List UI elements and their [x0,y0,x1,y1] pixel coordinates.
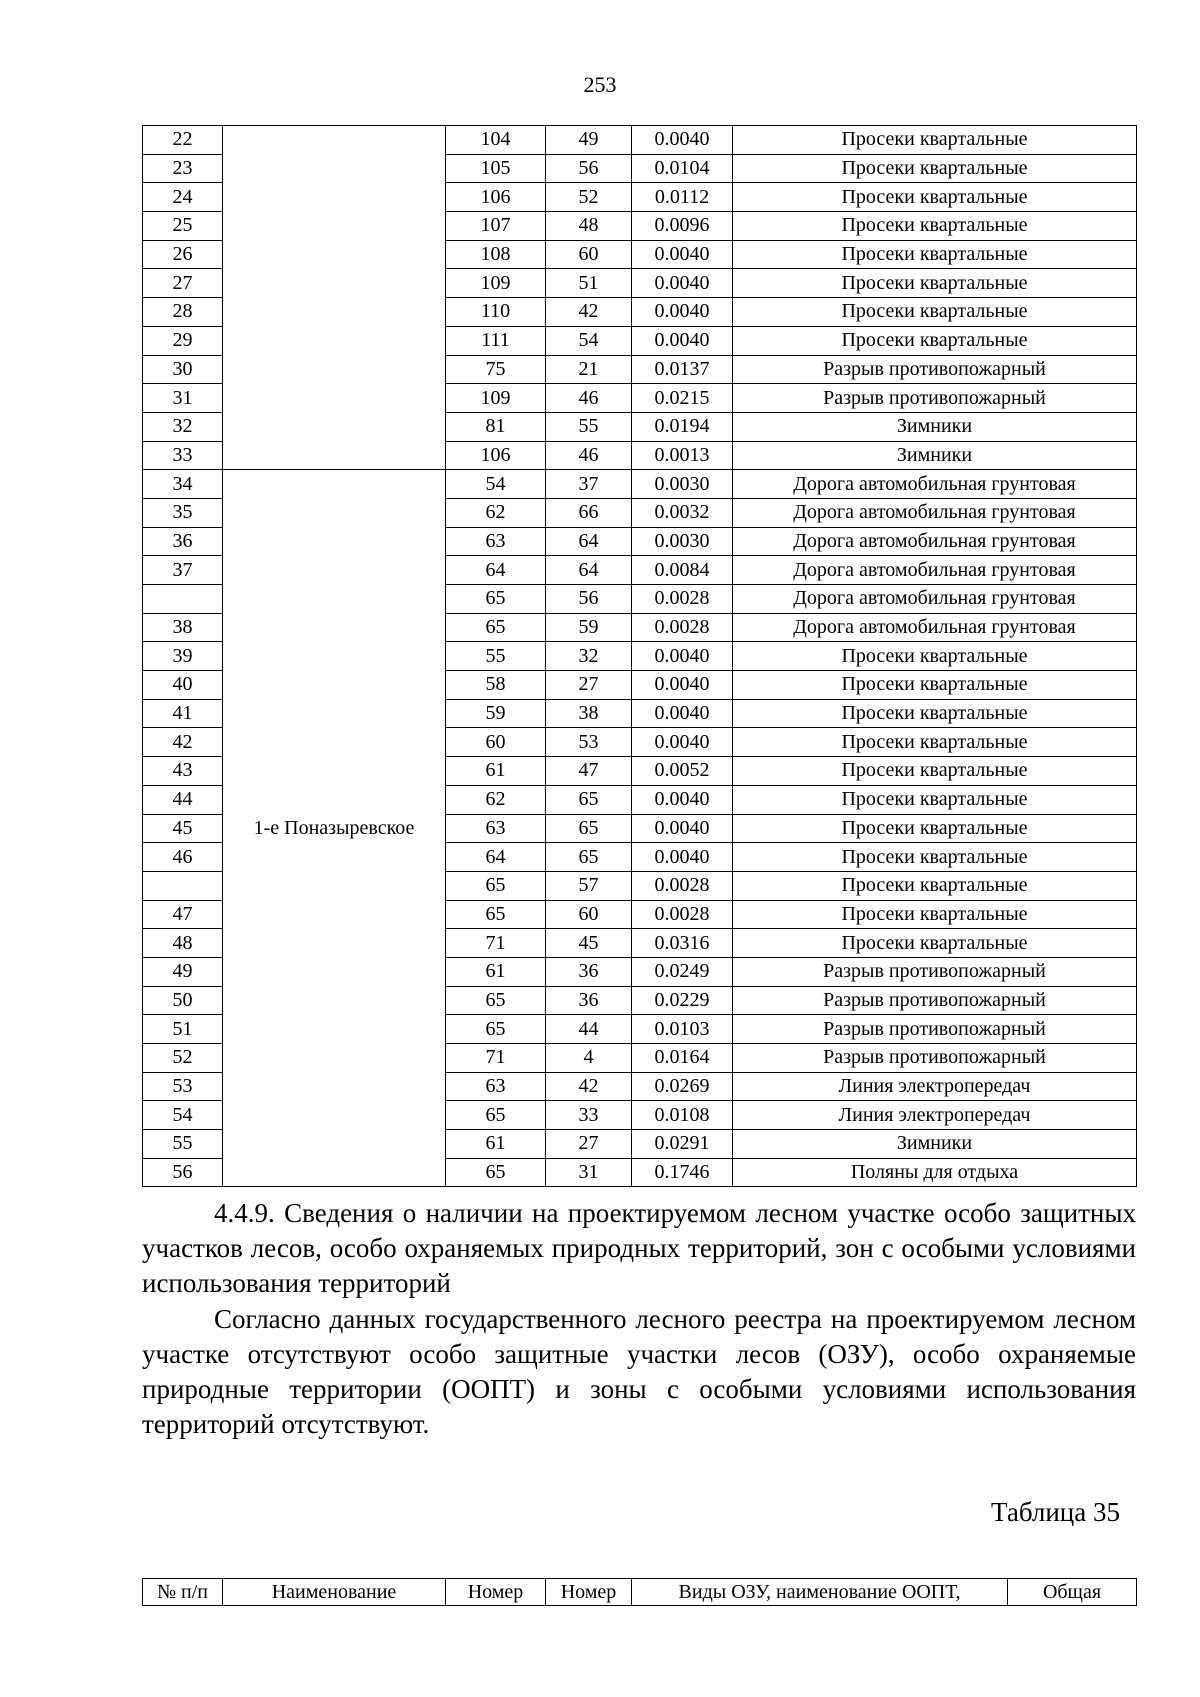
section-body [142,1302,1136,1442]
area-cell: 0.0108 [632,1101,733,1130]
row-number-cell: 25 [143,212,223,241]
land-type-cell: Зимники [733,1130,1137,1159]
quarter-number-cell: 65 [446,1158,546,1187]
row-number-cell: 26 [143,240,223,269]
row-number-cell: 50 [143,986,223,1015]
row-number-cell: 29 [143,326,223,355]
quarter-number-cell: 110 [446,298,546,327]
allotment-number-cell: 38 [546,699,632,728]
area-cell: 0.0112 [632,183,733,212]
area-cell: 0.0194 [632,412,733,441]
row-number-cell: 40 [143,671,223,700]
allotment-number-cell: 60 [546,900,632,929]
allotment-number-cell: 55 [546,412,632,441]
allotment-number-cell: 54 [546,326,632,355]
quarter-number-cell: 60 [446,728,546,757]
row-number-cell: 23 [143,154,223,183]
row-number-cell: 53 [143,1072,223,1101]
row-number-cell: 33 [143,441,223,470]
area-cell: 0.0013 [632,441,733,470]
quarter-number-cell: 65 [446,613,546,642]
allotment-number-cell: 56 [546,585,632,614]
quarter-number-cell: 65 [446,871,546,900]
allotment-number-cell: 31 [546,1158,632,1187]
allotment-number-cell: 4 [546,1044,632,1073]
land-type-cell: Просеки квартальные [733,240,1137,269]
area-cell: 0.0032 [632,498,733,527]
allotment-number-cell: 46 [546,441,632,470]
land-type-cell: Просеки квартальные [733,642,1137,671]
allotment-number-cell: 51 [546,269,632,298]
area-cell: 0.0040 [632,126,733,155]
allotment-number-cell: 66 [546,498,632,527]
quarter-number-cell: 106 [446,183,546,212]
area-cell: 0.0028 [632,900,733,929]
quarter-number-cell: 65 [446,900,546,929]
row-number-cell [143,585,223,614]
table-35-caption: Таблица 35 [991,1497,1120,1527]
area-cell: 0.0028 [632,871,733,900]
allotment-number-cell: 33 [546,1101,632,1130]
row-number-cell: 36 [143,527,223,556]
table-35-header-cell: Общая [1008,1579,1137,1606]
quarter-number-cell: 55 [446,642,546,671]
area-cell: 0.0040 [632,642,733,671]
allotment-number-cell: 46 [546,384,632,413]
quarter-number-cell: 64 [446,556,546,585]
allotment-number-cell: 36 [546,986,632,1015]
row-number-cell: 51 [143,1015,223,1044]
page-number: 253 [583,72,617,97]
area-cell: 0.1746 [632,1158,733,1187]
table-35-header-cell: № п/п [143,1579,223,1606]
area-cell: 0.0291 [632,1130,733,1159]
area-cell: 0.0096 [632,212,733,241]
area-cell: 0.0215 [632,384,733,413]
land-type-cell: Просеки квартальные [733,871,1137,900]
quarter-number-cell: 71 [446,1044,546,1073]
table-35-header [142,1578,1137,1606]
land-type-cell: Дорога автомобильная грунтовая [733,527,1137,556]
land-type-cell: Просеки квартальные [733,785,1137,814]
row-number-cell: 24 [143,183,223,212]
allotment-number-cell: 52 [546,183,632,212]
area-cell: 0.0040 [632,814,733,843]
row-number-cell: 55 [143,1130,223,1159]
area-cell: 0.0030 [632,470,733,499]
land-type-cell: Разрыв противопожарный [733,1015,1137,1044]
area-cell: 0.0249 [632,957,733,986]
area-cell: 0.0028 [632,613,733,642]
section-heading-text: 4.4.9. Сведения о наличии на проектируемом лесном участке особо защитных участков лесов, особо охраняемых природных территорий, зон с особыми условиями использования территорий [142,1198,1136,1298]
allotment-number-cell: 44 [546,1015,632,1044]
allotment-number-cell: 47 [546,757,632,786]
row-number-cell: 49 [143,957,223,986]
allotment-number-cell: 42 [546,298,632,327]
area-cell: 0.0040 [632,671,733,700]
land-type-cell: Разрыв противопожарный [733,1044,1137,1073]
quarter-number-cell: 111 [446,326,546,355]
quarter-number-cell: 109 [446,384,546,413]
allotment-number-cell: 42 [546,1072,632,1101]
allotment-number-cell: 27 [546,671,632,700]
quarter-number-cell: 63 [446,1072,546,1101]
row-number-cell: 32 [143,412,223,441]
quarter-number-cell: 106 [446,441,546,470]
land-type-cell: Дорога автомобильная грунтовая [733,498,1137,527]
area-cell: 0.0229 [632,986,733,1015]
land-type-cell: Просеки квартальные [733,814,1137,843]
forestry-name-cell [223,126,446,470]
quarter-number-cell: 64 [446,843,546,872]
row-number-cell: 37 [143,556,223,585]
land-type-cell: Просеки квартальные [733,298,1137,327]
row-number-cell: 41 [143,699,223,728]
land-type-cell: Просеки квартальные [733,843,1137,872]
section-body-text: Согласно данных государственного лесного реестра на проектируемом лесном участке отсутствуют особо защитные участки лесов (ОЗУ), особо охраняемые природные территории (ООПТ) и зоны с особыми условиями использования территорий отсутствуют. [142,1304,1136,1439]
row-number-cell: 22 [143,126,223,155]
area-cell: 0.0084 [632,556,733,585]
land-type-cell: Разрыв противопожарный [733,384,1137,413]
table-35-header-cell: Номер [446,1579,546,1606]
allotment-number-cell: 64 [546,556,632,585]
area-cell: 0.0040 [632,269,733,298]
table-35-header-cell: Виды ОЗУ, наименование ООПТ, [632,1579,1008,1606]
allotment-number-cell: 53 [546,728,632,757]
land-type-cell: Просеки квартальные [733,326,1137,355]
land-type-cell: Разрыв противопожарный [733,355,1137,384]
quarter-number-cell: 54 [446,470,546,499]
quarter-number-cell: 65 [446,986,546,1015]
row-number-cell: 56 [143,1158,223,1187]
forestry-name-cell: 1-е Поназыревское [223,470,446,1187]
row-number-cell: 47 [143,900,223,929]
land-type-cell: Разрыв противопожарный [733,986,1137,1015]
row-number-cell: 34 [143,470,223,499]
land-type-cell: Просеки квартальные [733,269,1137,298]
land-type-cell: Просеки квартальные [733,728,1137,757]
row-number-cell: 35 [143,498,223,527]
quarter-number-cell: 62 [446,785,546,814]
land-type-cell: Просеки квартальные [733,183,1137,212]
row-number-cell: 31 [143,384,223,413]
row-number-cell: 54 [143,1101,223,1130]
quarter-number-cell: 62 [446,498,546,527]
allotment-number-cell: 37 [546,470,632,499]
land-type-cell: Просеки квартальные [733,929,1137,958]
allotment-number-cell: 65 [546,785,632,814]
allotment-number-cell: 45 [546,929,632,958]
quarter-number-cell: 61 [446,757,546,786]
quarter-number-cell: 63 [446,527,546,556]
row-number-cell: 46 [143,843,223,872]
row-number-cell: 27 [143,269,223,298]
allotment-number-cell: 65 [546,843,632,872]
quarter-number-cell: 104 [446,126,546,155]
row-number-cell: 38 [143,613,223,642]
row-number-cell: 28 [143,298,223,327]
land-type-cell: Просеки квартальные [733,671,1137,700]
land-type-cell: Просеки квартальные [733,699,1137,728]
quarter-number-cell: 107 [446,212,546,241]
row-number-cell: 30 [143,355,223,384]
row-number-cell: 45 [143,814,223,843]
quarter-number-cell: 58 [446,671,546,700]
allotment-number-cell: 32 [546,642,632,671]
row-number-cell: 43 [143,757,223,786]
quarter-number-cell: 71 [446,929,546,958]
area-cell: 0.0103 [632,1015,733,1044]
area-cell: 0.0030 [632,527,733,556]
quarter-number-cell: 108 [446,240,546,269]
quarter-number-cell: 81 [446,412,546,441]
quarter-number-cell: 65 [446,585,546,614]
allotment-number-cell: 27 [546,1130,632,1159]
allotment-number-cell: 36 [546,957,632,986]
quarter-number-cell: 65 [446,1015,546,1044]
land-type-cell: Разрыв противопожарный [733,957,1137,986]
area-cell: 0.0040 [632,699,733,728]
land-type-cell: Линия электропередач [733,1101,1137,1130]
quarter-number-cell: 109 [446,269,546,298]
row-number-cell: 39 [143,642,223,671]
allotment-number-cell: 64 [546,527,632,556]
area-cell: 0.0104 [632,154,733,183]
land-type-cell: Дорога автомобильная грунтовая [733,470,1137,499]
land-type-cell: Просеки квартальные [733,154,1137,183]
quarter-number-cell: 61 [446,957,546,986]
quarter-number-cell: 65 [446,1101,546,1130]
allotment-number-cell: 57 [546,871,632,900]
area-cell: 0.0052 [632,757,733,786]
land-type-cell: Зимники [733,441,1137,470]
row-number-cell [143,871,223,900]
allotment-number-cell: 59 [546,613,632,642]
quarter-number-cell: 75 [446,355,546,384]
area-cell: 0.0316 [632,929,733,958]
area-cell: 0.0164 [632,1044,733,1073]
section-heading [142,1196,1136,1301]
allotment-number-cell: 56 [546,154,632,183]
upper-data-table [142,125,1137,1187]
row-number-cell: 48 [143,929,223,958]
table-35-header-cell: Номер [546,1579,632,1606]
allotment-number-cell: 48 [546,212,632,241]
allotment-number-cell: 21 [546,355,632,384]
quarter-number-cell: 63 [446,814,546,843]
row-number-cell: 52 [143,1044,223,1073]
land-type-cell: Дорога автомобильная грунтовая [733,585,1137,614]
area-cell: 0.0028 [632,585,733,614]
land-type-cell: Дорога автомобильная грунтовая [733,613,1137,642]
table-row [143,470,1137,499]
table-row [143,126,1137,155]
land-type-cell: Линия электропередач [733,1072,1137,1101]
area-cell: 0.0040 [632,326,733,355]
area-cell: 0.0137 [632,355,733,384]
area-cell: 0.0040 [632,728,733,757]
area-cell: 0.0269 [632,1072,733,1101]
quarter-number-cell: 105 [446,154,546,183]
table-35-header-cell: Наименование [223,1579,446,1606]
land-type-cell: Зимники [733,412,1137,441]
allotment-number-cell: 60 [546,240,632,269]
land-type-cell: Поляны для отдыха [733,1158,1137,1187]
quarter-number-cell: 61 [446,1130,546,1159]
land-type-cell: Просеки квартальные [733,126,1137,155]
land-type-cell: Дорога автомобильная грунтовая [733,556,1137,585]
quarter-number-cell: 59 [446,699,546,728]
table-35-header-row [143,1579,1137,1606]
land-type-cell: Просеки квартальные [733,900,1137,929]
row-number-cell: 44 [143,785,223,814]
row-number-cell: 42 [143,728,223,757]
land-type-cell: Просеки квартальные [733,212,1137,241]
area-cell: 0.0040 [632,240,733,269]
land-type-cell: Просеки квартальные [733,757,1137,786]
area-cell: 0.0040 [632,785,733,814]
area-cell: 0.0040 [632,843,733,872]
allotment-number-cell: 65 [546,814,632,843]
allotment-number-cell: 49 [546,126,632,155]
area-cell: 0.0040 [632,298,733,327]
